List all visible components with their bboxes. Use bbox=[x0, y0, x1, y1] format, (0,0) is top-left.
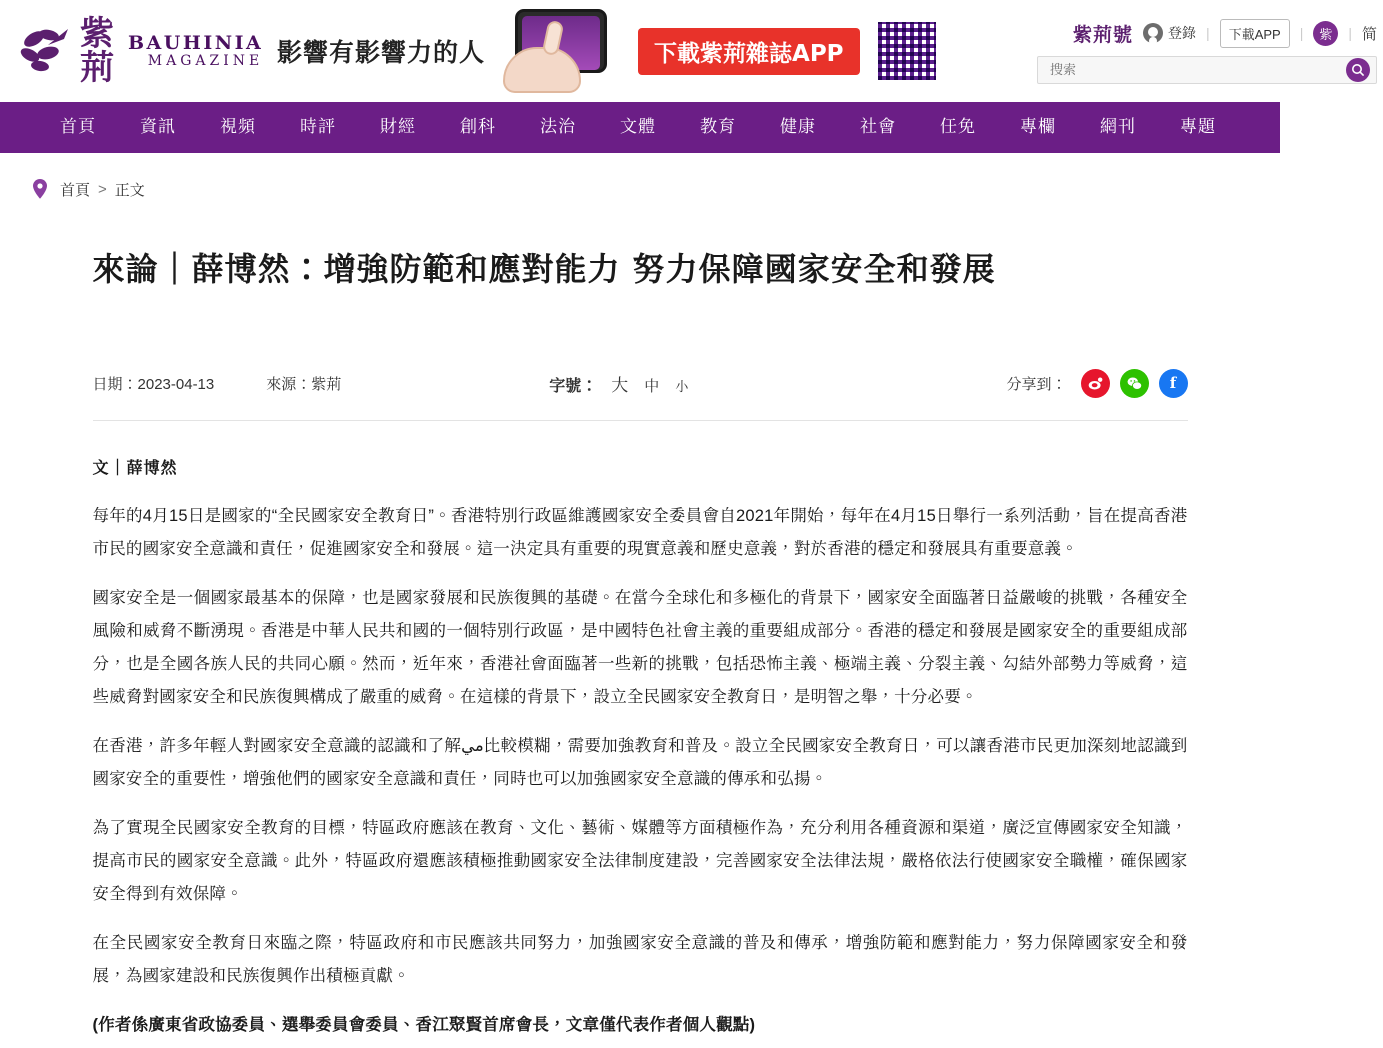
logo-en-line1: BAUHINIA bbox=[128, 31, 264, 54]
breadcrumb-current: 正文 bbox=[114, 181, 145, 199]
divider: | bbox=[1206, 25, 1210, 41]
bauhinia-badge-icon[interactable]: 紫 bbox=[1313, 21, 1338, 46]
wechat-icon[interactable] bbox=[1120, 369, 1149, 398]
breadcrumb bbox=[0, 153, 1280, 201]
article-source bbox=[266, 373, 341, 394]
breadcrumb-home-link[interactable]: 首頁 bbox=[60, 181, 91, 199]
nav-item-education[interactable]: 教育 bbox=[700, 117, 736, 137]
nav-item-commentary[interactable]: 時評 bbox=[300, 117, 336, 137]
app-download-banner[interactable] bbox=[277, 15, 1037, 87]
article-paragraph: 在香港，許多年輕人對國家安全意識的認識和了解مي比較模糊，需要加強教育和普及。設立全民國家安全教育日，可以讓香港市民更加深刻地認識到國家安全的重要性，增強他們的國家安全意識和責任，同時也可以加強國家安全意識的傳承和弘揚。 bbox=[92, 736, 1188, 788]
divider: | bbox=[1299, 25, 1304, 41]
logo-chinese-text: 紫荊 bbox=[80, 14, 116, 88]
nav-item-innovation[interactable]: 創科 bbox=[460, 117, 496, 137]
location-pin-icon bbox=[28, 177, 52, 201]
search-icon bbox=[1351, 63, 1365, 77]
login-button[interactable] bbox=[1143, 23, 1196, 43]
download-app-button[interactable]: 下載APP bbox=[1220, 19, 1290, 48]
nav-item-appointments[interactable]: 任免 bbox=[940, 117, 976, 137]
nav-item-column[interactable]: 專欄 bbox=[1020, 117, 1056, 137]
divider: | bbox=[1348, 25, 1352, 41]
article-paragraph: 每年的4月15日是國家的“全民國家安全教育日”。香港特別行政區維護國家安全委員會自2021年開始，每年在4月15日舉行一系列活動，旨在提高香港市民的國家安全意識和責任，促進國家安全和發展。這一決定具有重要的現實意義和歷史意義，對於香港的穩定和發展具有重要意義。 bbox=[92, 506, 1188, 558]
banner-slogan: 影響有影響力的人 bbox=[277, 38, 486, 67]
phone-illustration-icon bbox=[493, 15, 638, 87]
nav-item-society[interactable]: 社會 bbox=[860, 117, 896, 137]
share-controls bbox=[1006, 369, 1187, 398]
search-box[interactable] bbox=[1037, 56, 1377, 84]
search-input[interactable] bbox=[1048, 61, 1346, 78]
article-paragraph: 為了實現全民國家安全教育的目標，特區政府應該在教育、文化、藝術、媒體等方面積極作為，充分利用各種資源和渠道，廣泛宣傳國家安全知識，提高市民的國家安全意識。此外，特區政府還應該積極推動國家安全法律制度建設，完善國家安全法律法規，嚴格依法行使國家安全職權，確保國家安全得到有效保障。 bbox=[92, 818, 1188, 903]
header-right-cluster bbox=[1037, 19, 1383, 84]
nav-item-topics[interactable]: 專題 bbox=[1180, 117, 1216, 137]
nav-item-health[interactable]: 健康 bbox=[780, 117, 816, 137]
nav-item-video[interactable]: 視頻 bbox=[220, 117, 256, 137]
nav-item-news[interactable]: 資訊 bbox=[140, 117, 176, 137]
nav-item-finance[interactable]: 財經 bbox=[380, 117, 416, 137]
font-size-large-button[interactable]: 大 bbox=[611, 375, 629, 395]
qr-code-icon bbox=[876, 20, 938, 82]
site-header bbox=[0, 0, 1377, 102]
font-size-small-button[interactable]: 小 bbox=[675, 378, 689, 394]
article-source-label: 來源： bbox=[266, 375, 312, 393]
font-size-controls bbox=[549, 371, 696, 396]
article-paragraph: 在全民國家安全教育日來臨之際，特區政府和市民應該共同努力，加強國家安全意識的普及和傳承，增強防範和應對能力，努力保障國家安全和發展，為國家建設和民族復興作出積極貢獻。 bbox=[92, 933, 1188, 985]
bauhinia-hao-link[interactable]: 紫荊號 bbox=[1073, 23, 1134, 46]
meta-divider bbox=[93, 420, 1188, 421]
font-size-medium-button[interactable]: 中 bbox=[644, 377, 660, 395]
article-byline: 文｜薛博然 bbox=[92, 459, 178, 477]
article-date bbox=[93, 373, 215, 394]
page-title: 來論｜薛博然：增強防範和應對能力 努力保障國家安全和發展 bbox=[92, 250, 996, 288]
weibo-icon[interactable] bbox=[1081, 369, 1110, 398]
banner-download-button[interactable]: 下載紫荊雜誌APP bbox=[638, 28, 860, 75]
article-date-value: 2023-04-13 bbox=[137, 375, 215, 393]
article-source-value: 紫荊 bbox=[311, 375, 342, 393]
login-label: 登錄 bbox=[1168, 25, 1197, 41]
article-date-label: 日期： bbox=[92, 375, 138, 393]
main-navigation bbox=[0, 102, 1280, 153]
language-toggle[interactable]: 简 bbox=[1361, 25, 1377, 43]
breadcrumb-separator: > bbox=[98, 180, 107, 198]
logo-en-line2: MAGAZINE bbox=[147, 52, 264, 69]
logo-english-text bbox=[128, 31, 264, 69]
nav-item-emagazine[interactable]: 網刊 bbox=[1100, 117, 1136, 137]
nav-item-law[interactable]: 法治 bbox=[540, 117, 576, 137]
site-logo[interactable] bbox=[18, 14, 264, 88]
font-size-label: 字號： bbox=[549, 377, 598, 395]
facebook-icon[interactable]: f bbox=[1159, 369, 1188, 398]
nav-item-culture[interactable]: 文體 bbox=[620, 117, 656, 137]
nav-item-home[interactable]: 首頁 bbox=[60, 117, 96, 137]
search-button[interactable] bbox=[1346, 58, 1370, 82]
user-avatar-icon bbox=[1143, 23, 1163, 43]
bauhinia-flower-icon bbox=[18, 25, 72, 77]
share-label: 分享到： bbox=[1006, 375, 1067, 393]
article-container bbox=[93, 201, 1188, 1042]
article-paragraph: 國家安全是一個國家最基本的保障，也是國家發展和民族復興的基礎。在當今全球化和多極化的背景下，國家安全面臨著日益嚴峻的挑戰，各種安全風險和威脅不斷湧現。香港是中華人民共和國的一個特別行政區，是中國特色社會主義的重要組成部分。香港的穩定和發展是國家安全的重要組成部分，也是全國各族人民的共同心願。然而，近年來，香港社會面臨著一些新的挑戰，包括恐怖主義、極端主義、分裂主義、勾結外部勢力等威脅，這些威脅對國家安全和民族復興構成了嚴重的威脅。在這樣的背景下，設立全民國家安全教育日，是明智之舉，十分必要。 bbox=[92, 588, 1188, 706]
article-meta-row bbox=[93, 369, 1188, 420]
article-footnote: (作者係廣東省政協委員、選舉委員會委員、香江聚賢首席會長，文章僅代表作者個人觀點) bbox=[92, 1015, 756, 1034]
